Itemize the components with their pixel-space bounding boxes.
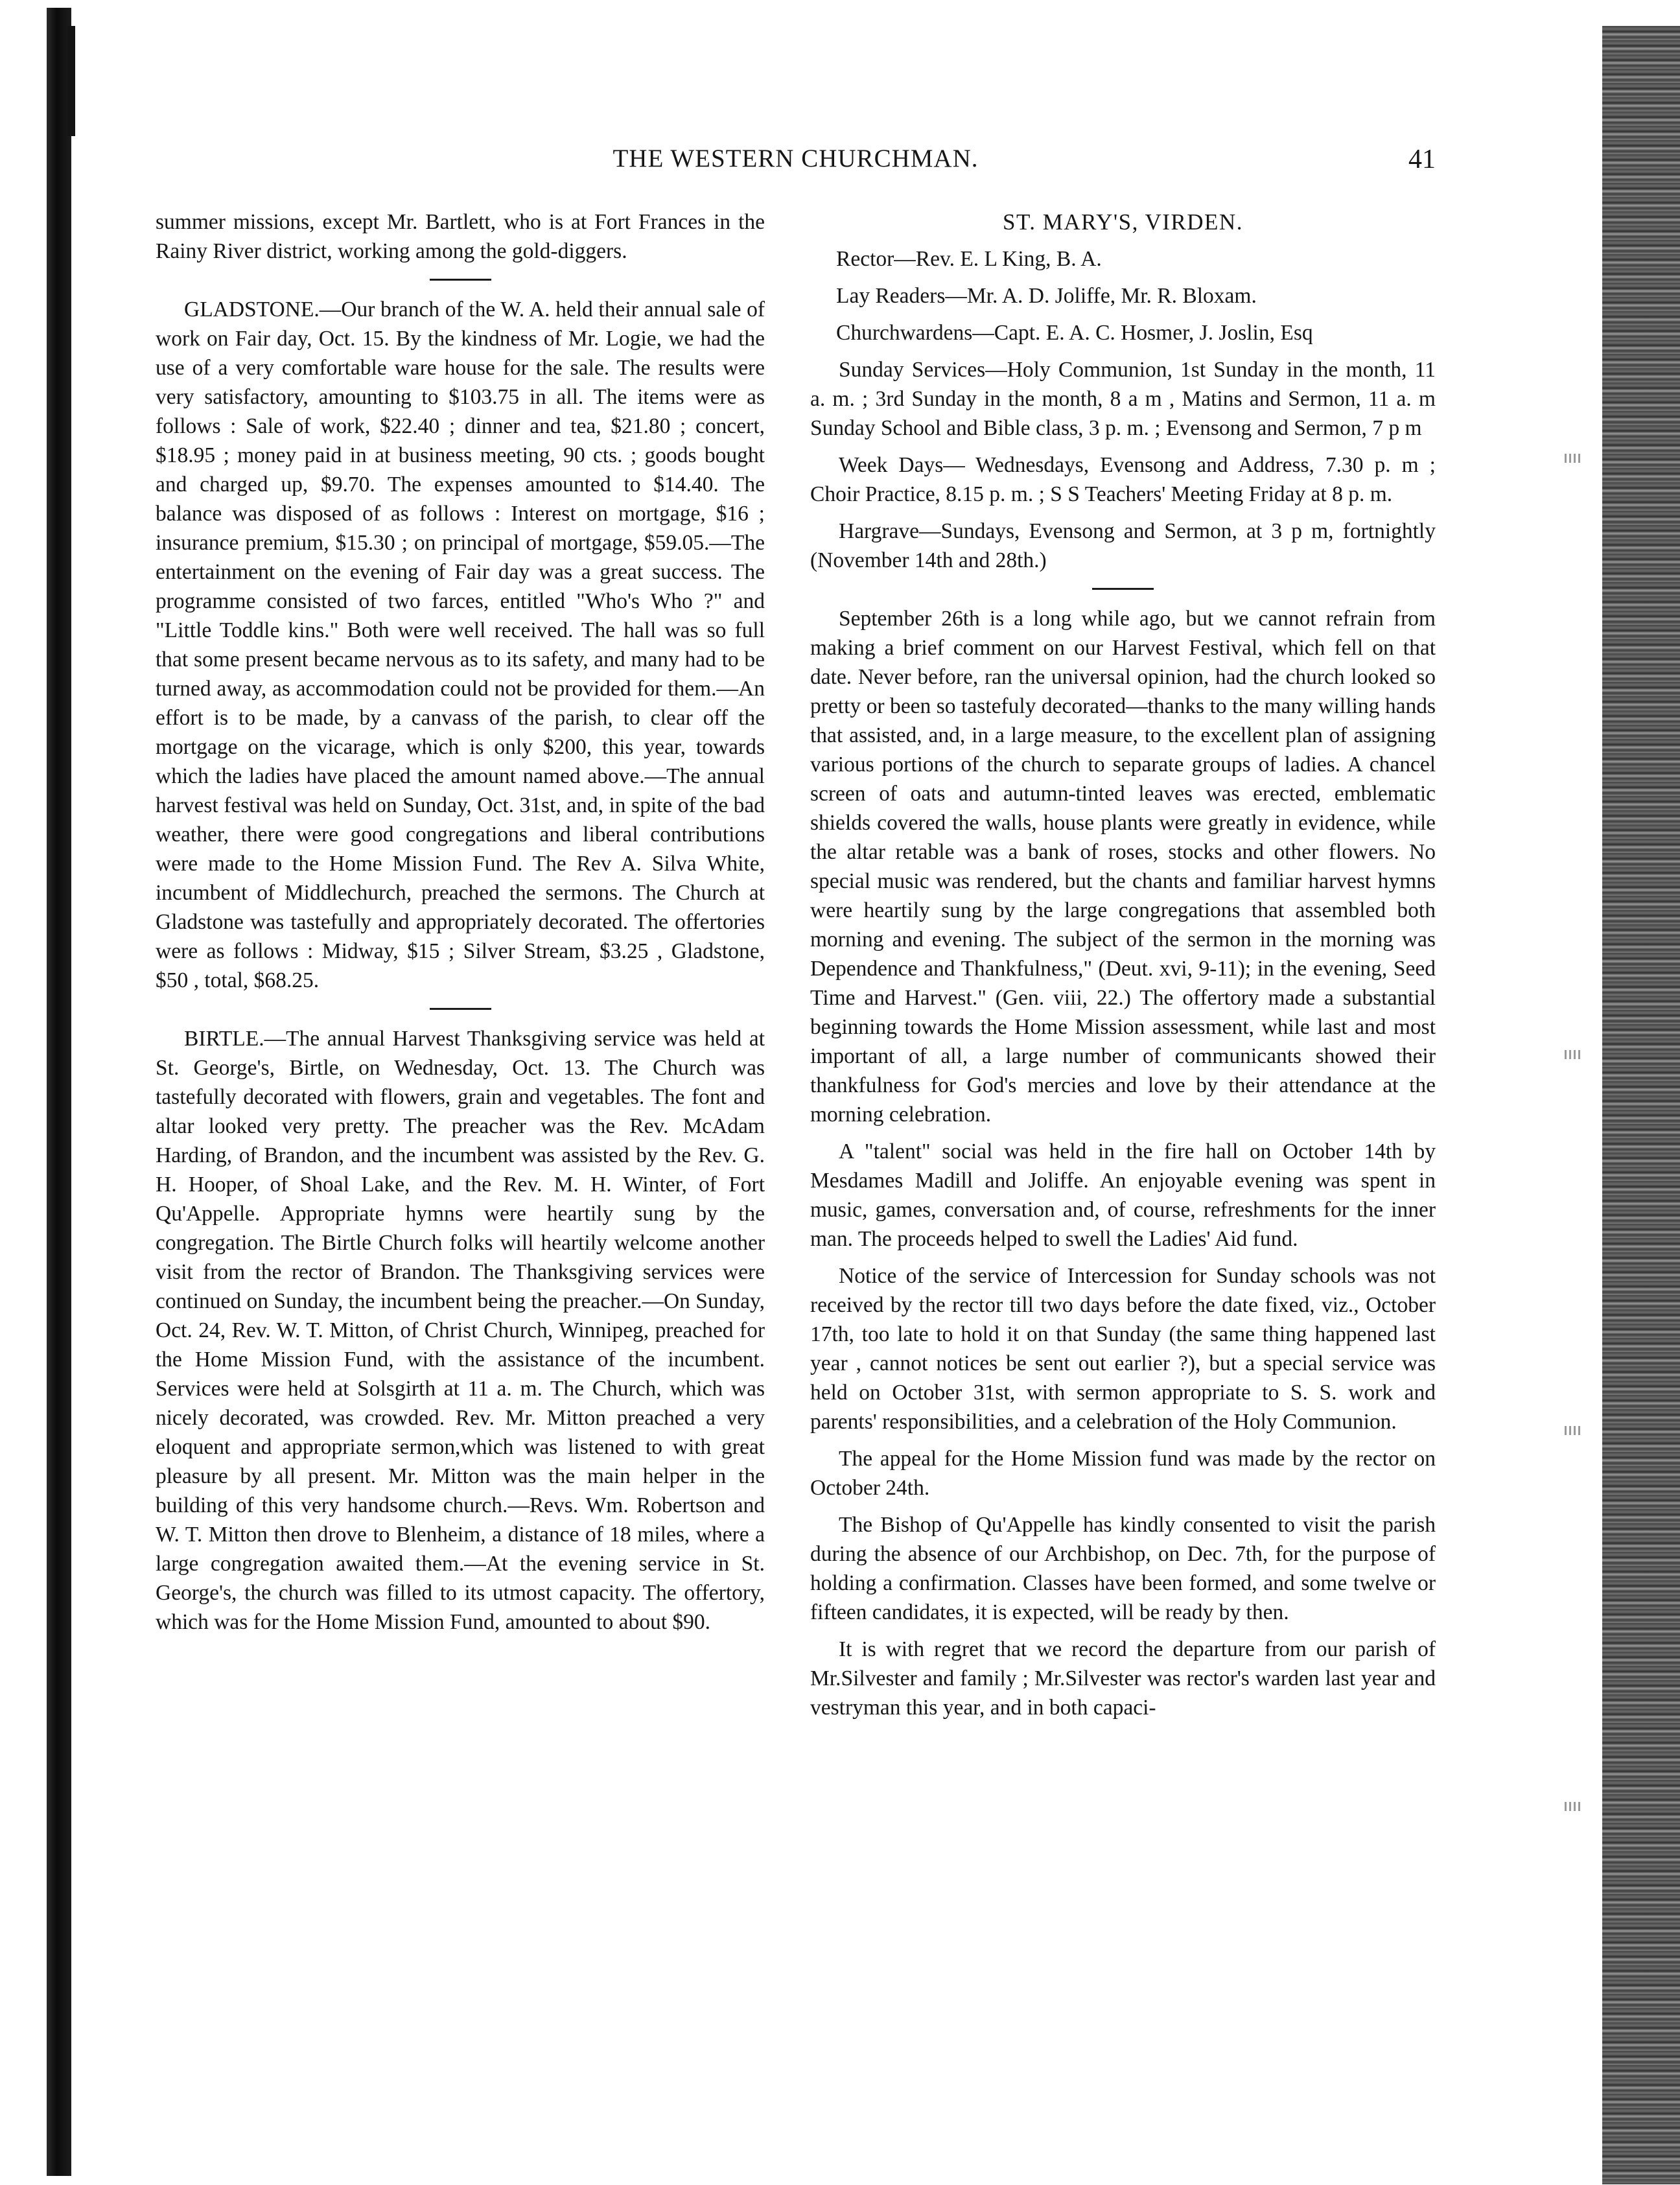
scan-speckle bbox=[1565, 454, 1583, 463]
lay-readers-line: Lay Readers—Mr. A. D. Joliffe, Mr. R. Bloxam. bbox=[836, 284, 1257, 308]
right-column bbox=[810, 207, 1436, 1730]
paragraph-bishop-visit: The Bishop of Qu'Appelle has kindly consented to visit the parish during the absence of our Archbishop, on Dec. 7th, for the purpose of holding a confirmation. Classes have been formed, and some twelve or fifteen candidates, it is expected, will be ready by then. bbox=[810, 1513, 1436, 1624]
hargrave-paragraph: Hargrave—Sundays, Evensong and Sermon, at 3 p m, fortnightly (November 14th and 28th.) bbox=[810, 519, 1436, 572]
churchwardens-line: Churchwardens—Capt. E. A. C. Hosmer, J. Joslin, Esq bbox=[836, 321, 1313, 345]
paragraph-summer-missions: summer missions, except Mr. Bartlett, who is at Fort Frances in the Rainy River district, working among the gold-diggers. bbox=[156, 210, 765, 263]
paragraph-birtle: BIRTLE.—The annual Harvest Thanksgiving service was held at St. George's, Birtle, on Wednesday, Oct. 13. The Church was tastefully decorated with flowers, grain and vegetables. The font and altar looked very pretty. The preacher was the Rev. McAdam Harding, of Brandon, and the incumbent was assisted by the Rev. G. H. Hooper, of Shoal Lake, and the Rev. M. H. Winter, of Fort Qu'Appelle. Appropriate hymns were heartily sung by the congregation. The Birtle Church folks will heartily welcome another visit from the rector of Brandon. The Thanksgiving services were continued on Sunday, the incumbent being the preacher.—On Sunday, Oct. 24, Rev. W. T. Mitton, of Christ Church, Winnipeg, preached for the Home Mission Fund, with the assistance of the incumbent. Services were held at Solsgirth at 11 a. m. The Church, which was nicely decorated, was crowded. Rev. Mr. Mitton preached a very eloquent and appropriate sermon,which was listened to with great pleasure by all present. Mr. Mitton was the main helper in the building of this very handsome church.—Revs. Wm. Robertson and W. T. Mitton then drove to Blenheim, a distance of 18 miles, where a large congregation awaited them.—At the evening service in St. George's, the church was filled to its utmost capacity. The offertory, which was for the Home Mission Fund, amounted to about $90. bbox=[156, 1027, 765, 1634]
section-divider bbox=[430, 1008, 491, 1010]
section-divider bbox=[1092, 588, 1154, 590]
scan-speckle bbox=[1565, 1050, 1583, 1059]
week-days-paragraph: Week Days— Wednesdays, Evensong and Address, 7.30 p. m ; Choir Practice, 8.15 p. m. ; S S Teachers' Meeting Friday at 8 p. m. bbox=[810, 453, 1436, 506]
section-heading-st-marys-virden: ST. MARY'S, VIRDEN. bbox=[1003, 209, 1243, 235]
page-number: 41 bbox=[1408, 145, 1436, 174]
scan-left-mark bbox=[67, 26, 75, 136]
scan-speckle bbox=[1565, 1426, 1583, 1435]
scan-left-edge bbox=[47, 8, 71, 2176]
paragraph-home-mission-appeal: The appeal for the Home Mission fund was made by the rector on October 24th. bbox=[810, 1447, 1436, 1500]
paragraph-talent-social: A "talent" social was held in the fire hall on October 14th by Mesdames Madill and Joliffe. An enjoyable evening was spent in music, games, conversation and, of course, refreshments for the inner man. The proceeds helped to swell the Ladies' Aid fund. bbox=[810, 1139, 1436, 1251]
scan-right-edge bbox=[1602, 26, 1680, 2184]
scan-speckle bbox=[1565, 1802, 1583, 1811]
sunday-services-paragraph: Sunday Services—Holy Communion, 1st Sunday in the month, 11 a. m. ; 3rd Sunday in the month, 8 a m , Matins and Sermon, 11 a. m Sunday School and Bible class, 3 p. m. ; Evensong and Sermon, 7 p m bbox=[810, 358, 1436, 440]
paragraph-harvest-festival: September 26th is a long while ago, but we cannot refrain from making a brief comment on our Harvest Festival, which fell on that date. Never before, ran the universal opinion, had the church looked so pretty or been so tastefuly decorated—thanks to the many willing hands that assisted, and, in a large measure, to the excellent plan of assigning various portions of the church to separate groups of ladies. A chancel screen of oats and autumn-tinted leaves was erected, emblematic shields covered the walls, house plants were greatly in evidence, while the altar retable was a bank of roses, stocks and other flowers. No special music was rendered, but the chants and familiar harvest hymns were heartily sung by the large congregations that assembled both morning and evening. The subject of the sermon in the morning was Dependence and Thankfulness," (Deut. xvi, 9-11); in the evening, Seed Time and Harvest." (Gen. viii, 22.) The offertory made a substantial beginning towards the Home Mission assessment, while last and most important of all, a large number of communicants showed their thankfulness for God's mercies and love by their attendance at the morning celebration. bbox=[810, 607, 1436, 1127]
paragraph-intercession: Notice of the service of Intercession for Sunday schools was not received by the rector till two days before the date fixed, viz., October 17th, too late to hold it on that Sunday (the same thing happened last year , cannot notices be sent out earlier ?), but a special service was held on October 31st, with sermon appropriate to S. S. work and parents' responsibilities, and a celebration of the Holy Communion. bbox=[810, 1264, 1436, 1434]
left-column bbox=[156, 207, 765, 1644]
running-title: THE WESTERN CHURCHMAN. bbox=[612, 145, 979, 172]
running-header bbox=[156, 144, 1436, 189]
section-divider bbox=[430, 279, 491, 281]
paragraph-silvester: It is with regret that we record the departure from our parish of Mr.Silvester and family ; Mr.Silvester was rector's warden last year and vestryman this year, and in both capaci- bbox=[810, 1637, 1436, 1720]
paragraph-gladstone: GLADSTONE.—Our branch of the W. A. held their annual sale of work on Fair day, Oct. 15. By the kindness of Mr. Logie, we had the use of a very comfortable ware house for the sale. The results were very satisfactory, amounting to $103.75 in all. The items were as follows : Sale of work, $22.40 ; dinner and tea, $21.80 ; concert, $18.95 ; money paid in at business meeting, 90 cts. ; goods bought and charged up, $9.70. The expenses amounted to $14.40. The balance was disposed of as follows : Interest on mortgage, $16 ; insurance premium, $15.30 ; on principal of mortgage, $59.05.—The entertainment on the evening of Fair day was a great success. The programme consisted of two farces, entitled "Who's Who ?" and "Little Toddle kins." Both were well received. The hall was so full that some present became nervous as to its safety, and many had to be turned away, as accommodation could not be provided for them.—An effort is to be made, by a canvass of the parish, to clear off the mortgage on the vicarage, which is only $200, this year, towards which the ladies have placed the amount named above.—The annual harvest festival was held on Sunday, Oct. 31st, and, in spite of the bad weather, there were good congregations and liberal contributions were made to the Home Mission Fund. The Rev A. Silva White, incumbent of Middlechurch, preached the sermons. The Church at Gladstone was tastefully and appropriately decorated. The offertories were as follows : Midway, $15 ; Silver Stream, $3.25 , Gladstone, $50 , total, $68.25. bbox=[156, 298, 765, 992]
rector-line: Rector—Rev. E. L King, B. A. bbox=[836, 247, 1102, 271]
